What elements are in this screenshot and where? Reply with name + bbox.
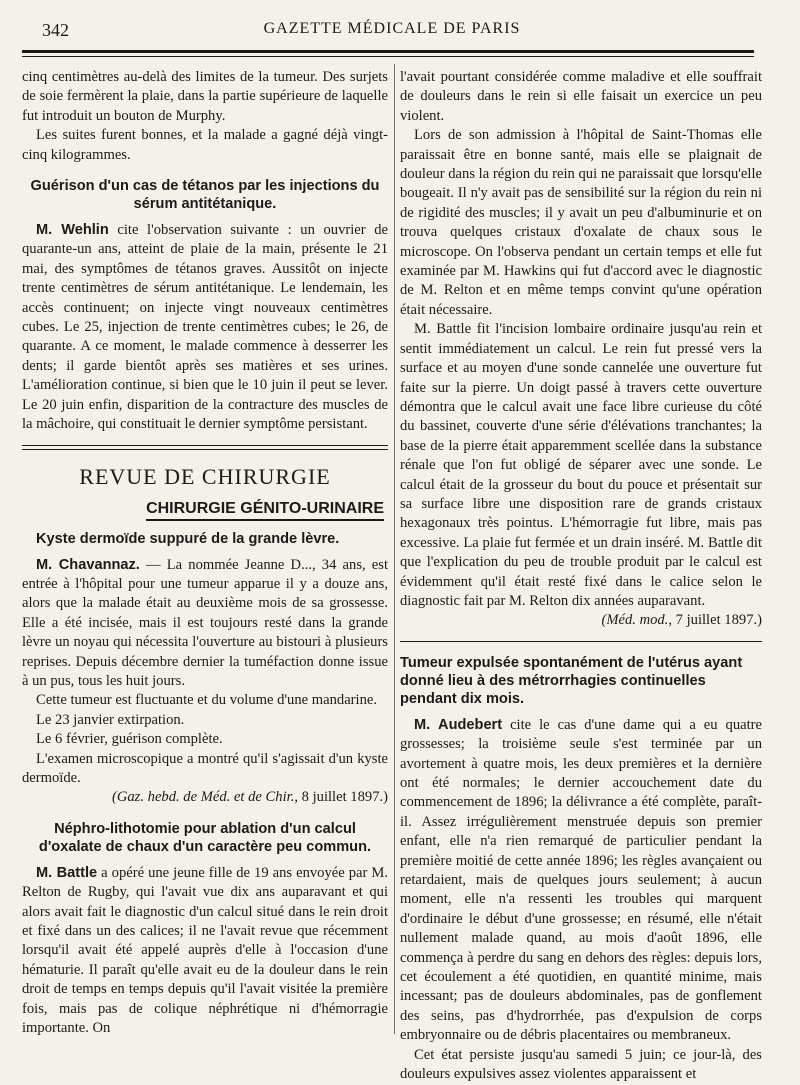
article-heading-tumeur: Tumeur expulsée spontanément de l'utérus ayant donné lieu à des métrorrhagies continuelles pendant dix mois.: [400, 654, 743, 707]
paragraph-text: a opéré une jeune fille de 19 ans envoyée par M. Relton de Rugby, qui l'avait vue dix ans auparavant et qui alors avait fait le diagnostic d'un calcul situé dans le rein droit et fixé dans un des calices; il ne l'avait revue que récemment lorsqu'il avait été appelé auprès d'elle à l'occasion d'une hématurie. Il paraît qu'elle avait eu de la douleur dans le rein droit de temps en temps depuis qu'il l'avait visitée la première fois, mais pas de colique néphrétique ni d'hémorragie importante. On: [22, 864, 388, 1037]
section-rule: [400, 641, 762, 642]
citation: [400, 611, 762, 630]
paragraph-text: cite le cas d'une dame qui a eu quatre grossesses; la troisième seule s'est terminée par un avortement à quatre mois, les deux premières et la dernière ont été normales; le dernier accouchement date du commencement de 1896; la délivrance a été complète, paraît-il. Assez irrégulièrement menstruée depuis son premier enfant, elle n'a rien remarqué de particulier pendant la première moitié de cette année 1896; les règles avançaient ou retardaient, mais de quelques jours seulement; à aucun moment, elle n'a ressenti les troubles qui marquent d'ordinaire le début d'une grossesse; en résumé, elle n'était nullement malade quand, au mois d'août 1896, elle commença à perdre du sang en dehors des règles: depuis lors, cet écoulement a été quotidien, en quantité minime, mais incessant; pas de douleurs abdominales, pas de gonflement des seins, pas d'hydrorrhée, pas d'expulsion de corps embryonnaire ou de débris placentaires ou membraneux.: [400, 716, 763, 1044]
paragraph: [22, 864, 388, 1039]
paragraph: Le 6 février, guérison complète.: [36, 731, 223, 748]
header-rule: [22, 50, 754, 53]
citation: [22, 788, 388, 807]
paragraph: Lors de son admission à l'hôpital de Saint-Thomas elle paraissait être en bonne santé, mais elle se plaignait de douleur dans la région du rein qui ne paraissait que lorsqu'elle bougeait. Il n'y avait pas de sensibilité sur la région du rein ni de rigidité des muscles; il y avait un peu d'albuminurie et on trouva quelques cristaux d'oxalate de chaux sous le microscope. On l'observa pendant un certain temps et elle fut examinée par M. Hawkins qui fut d'accord avec le diagnostic de M. Relton et en même temps convint qu'une opération était nécessaire.: [400, 127, 762, 318]
paragraph: Cet état persiste jusqu'au samedi 5 juin; ce jour-là, des douleurs expulsives assez violentes apparaissent et: [400, 1046, 762, 1083]
author-name: M. Battle: [36, 864, 98, 881]
section-subtitle: [22, 500, 384, 518]
paragraph: [22, 556, 388, 692]
citation-source: (Gaz. hebd. de Méd. et de Chir.: [111, 789, 295, 806]
right-column: [400, 68, 762, 1085]
paragraph: l'avait pourtant considérée comme maladive et elle souffrait de douleurs dans le rein si elle faisait un exercice un peu violent.: [400, 69, 762, 124]
article-heading-tetanos: Guérison d'un cas de tétanos par les injections du sérum antitétanique.: [30, 178, 380, 213]
paragraph: [400, 716, 762, 1046]
page-number: 342: [42, 20, 69, 40]
left-column: [22, 68, 388, 1038]
header-rule-thin: [22, 56, 754, 57]
section-title: REVUE DE CHIRURGIE: [79, 463, 331, 489]
article-heading-kyste: Kyste dermoïde suppuré de la grande lèvre.: [36, 530, 340, 547]
paragraph: L'examen microscopique a montré qu'il s'agissait d'un kyste dermoïde.: [22, 750, 388, 786]
citation-date: , 8 juillet 1897.): [294, 789, 388, 806]
paragraph: Le 23 janvier extirpation.: [36, 711, 185, 728]
citation-source: (Méd. mod.: [601, 612, 669, 629]
author-name: M. Wehlin: [36, 222, 109, 239]
paragraph-text: cite l'observation suivante : un ouvrier de quarante-un ans, atteint de plaie de la main, présente le 21 mai, des symptômes de tétanos graves. Aussitôt on injecte trente centimètres de sérum antitétanique. Le lendemain, les accès continuent; on injecte vingt nouveaux centimètres cubes. Le 25, injection de trente centimètres cubes; le 26, de quarante. A ce moment, le malade commence à desserrer les dents; il garde bientôt après ses matières et ses urines. L'amélioration continue, si bien que le 10 juin il peut se lever. Le 20 juin enfin, disparition de la contracture des muscles de la mâchoire, qui constituait le dernier symptôme persistant.: [22, 222, 388, 433]
citation-date: , 7 juillet 1897.): [668, 612, 762, 629]
section-rule: [22, 449, 388, 450]
paragraph: [22, 221, 388, 434]
paragraph-text: — La nommée Jeanne D..., 34 ans, est entrée à l'hôpital pour une tumeur apparue il y a douze ans, alors que la malade était au deuxième mois de sa grossesse. Elle a été incisée, mais il est toujours resté dans la grande lèvre un noyau qui nécessita l'ouverture au bistouri à plusieurs reprises. Depuis décembre dernier la tuméfaction donne issue à un pus, tous les huit jours.: [22, 556, 389, 689]
paragraph: Les suites furent bonnes, et la malade a gagné déjà vingt-cinq kilogrammes.: [22, 127, 388, 163]
paragraph: cinq centimètres au-delà des limites de la tumeur. Des surjets de soie fermèrent la plaie, dans la partie supérieure de laquelle fut introduit un bouton de Murphy.: [22, 69, 388, 124]
section-rule: [22, 445, 388, 446]
article-heading-nephro: Néphro-lithotomie pour ablation d'un calcul d'oxalate de chaux d'un caractère peu commun.: [38, 820, 372, 855]
column-divider: [394, 64, 395, 1034]
page-header: [22, 20, 762, 44]
author-name: M. Chavannaz.: [36, 556, 140, 573]
paragraph: M. Battle fit l'incision lombaire ordinaire jusqu'au rein et sentit immédiatement un calcul. Le rein fut pressé vers la surface et au moyen d'une sonde cannelée une ouverture fut faite sur la pierre. Un doigt passé à travers cette ouverture démontra que le calcul avait une face libre curieuse du côté du bassinet, couverte d'une série d'élévations tranchantes; la base de la pierre était apparemment scellée dans la substance rénale que l'on fut obligé de séparer avec une sonde. Le calcul était de la grosseur du bout du pouce et présentait sur sa surface libre une disposition rare de grands cristaux hexagonaux très pointus. L'hémorragie fut libre, mais pas excessive. La plaie fut fermée et un drain inséré. M. Battle dit que l'explication du peu de trouble produit par le calcul est évidemment qu'il était resté fixé dans le calice selon le diagnostic fait par M. Relton dix années auparavant.: [400, 321, 762, 609]
author-name: M. Audebert: [414, 716, 503, 733]
paragraph: Cette tumeur est fluctuante et du volume d'une mandarine.: [36, 692, 378, 709]
journal-title: GAZETTE MÉDICALE DE PARIS: [263, 20, 521, 37]
section-subtitle-text: CHIRURGIE GÉNITO-URINAIRE: [146, 500, 384, 521]
